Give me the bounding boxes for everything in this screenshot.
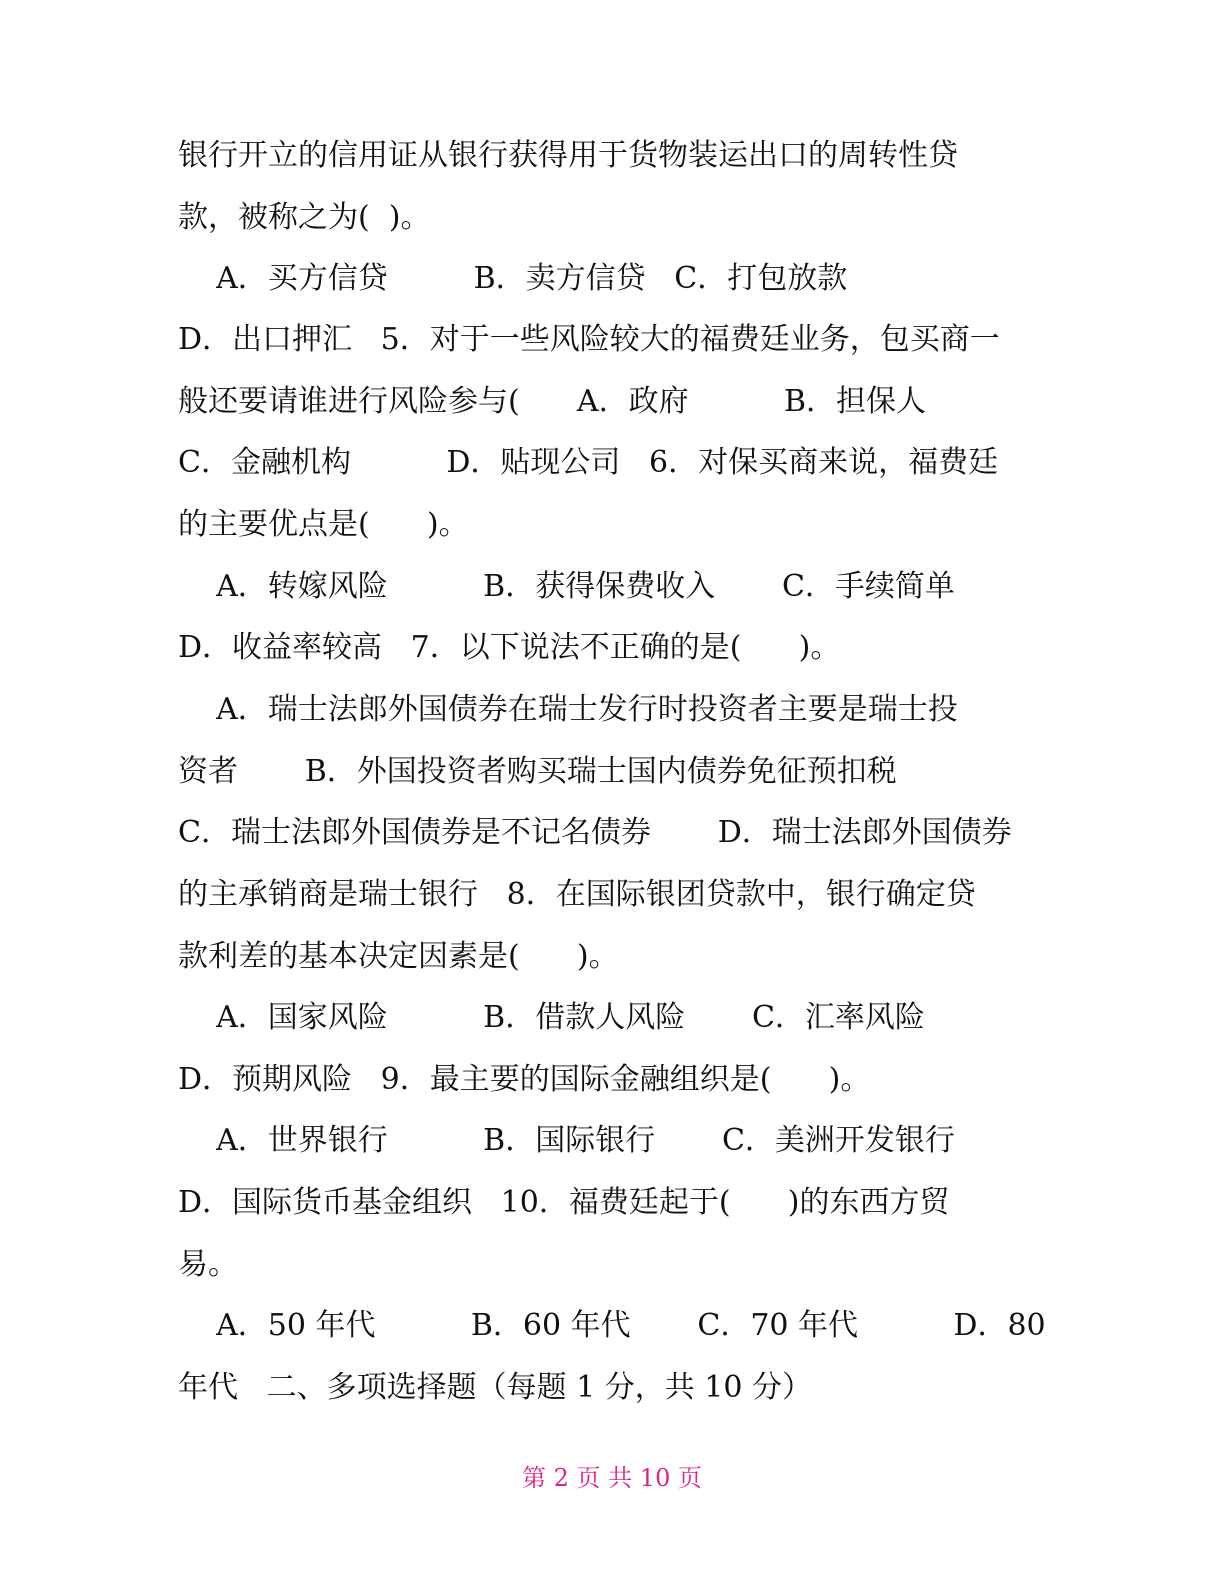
text-line: A．世界银行 B．国际银行 C．美洲开发银行: [178, 1123, 955, 1158]
text-line: A．买方信贷 B．卖方信贷 C．打包放款: [178, 261, 848, 296]
text-line: A．国家风险 B．借款人风险 C．汇率风险: [178, 1000, 925, 1035]
text-line: D．国际货币基金组织 10．福费廷起于( )的东西方贸: [178, 1185, 950, 1220]
text-line: 易。: [178, 1247, 238, 1282]
text-line: A．瑞士法郎外国债券在瑞士发行时投资者主要是瑞士投: [178, 692, 958, 727]
page-footer: 第 2 页 共 10 页: [522, 1464, 702, 1492]
text-line: 款利差的基本决定因素是( )。: [178, 939, 619, 974]
text-line: D．预期风险 9．最主要的国际金融组织是( )。: [178, 1062, 871, 1097]
text-line: 款，被称之为( )。: [178, 200, 431, 235]
text-line: 的主承销商是瑞士银行 8．在国际银团贷款中，银行确定贷: [178, 877, 976, 912]
text-line: A．转嫁风险 B．获得保费收入 C．手续简单: [178, 569, 955, 604]
text-line: 般还要请谁进行风险参与( A．政府 B．担保人: [178, 384, 926, 419]
text-line: C．瑞士法郎外国债券是不记名债券 D．瑞士法郎外国债券: [178, 815, 1012, 850]
text-line: 的主要优点是( )。: [178, 507, 469, 542]
text-line: 银行开立的信用证从银行获得用于货物装运出口的周转性贷: [178, 138, 958, 173]
text-line: 年代 二、多项选择题（每题 1 分，共 10 分）: [178, 1370, 813, 1405]
text-line: 资者 B．外国投资者购买瑞士国内债券免征预扣税: [178, 754, 897, 789]
text-line: D．出口押汇 5．对于一些风险较大的福费廷业务，包买商一: [178, 322, 1000, 357]
text-line: D．收益率较高 7．以下说法不正确的是( )。: [178, 630, 841, 665]
text-line: A．50 年代 B．60 年代 C．70 年代 D．80: [178, 1308, 1046, 1343]
text-line: C．金融机构 D．贴现公司 6．对保买商来说，福费廷: [178, 445, 999, 480]
